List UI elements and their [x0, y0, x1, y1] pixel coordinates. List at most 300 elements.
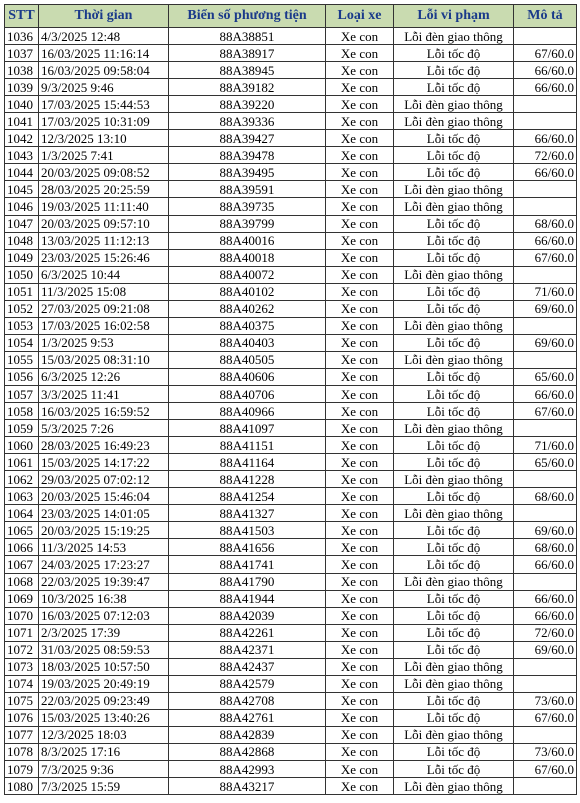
cell-time: 1/3/2025 9:53 — [39, 334, 169, 351]
header-time: Thời gian — [39, 5, 169, 28]
cell-time: 15/03/2025 14:17:22 — [39, 454, 169, 471]
cell-plate: 88A41097 — [169, 420, 326, 437]
table-row — [5, 45, 577, 62]
cell-time: 22/03/2025 09:23:49 — [39, 692, 169, 709]
table-body — [5, 28, 577, 795]
cell-plate: 88A42868 — [169, 743, 326, 760]
cell-time: 11/3/2025 15:08 — [39, 283, 169, 300]
cell-description: 65/60.0 — [514, 368, 577, 385]
table-row — [5, 488, 577, 505]
cell-time: 16/03/2025 11:16:14 — [39, 45, 169, 62]
cell-violation: Lỗi tốc độ — [394, 334, 514, 351]
cell-vehicle-type: Xe con — [326, 624, 394, 641]
table-row — [5, 709, 577, 726]
cell-violation: Lỗi tốc độ — [394, 300, 514, 317]
cell-stt: 1042 — [5, 130, 39, 147]
table-row — [5, 300, 577, 317]
cell-description — [514, 726, 577, 743]
cell-violation: Lỗi đèn giao thông — [394, 28, 514, 45]
cell-time: 5/3/2025 7:26 — [39, 420, 169, 437]
cell-description: 72/60.0 — [514, 147, 577, 164]
cell-plate: 88A40262 — [169, 300, 326, 317]
cell-plate: 88A40966 — [169, 403, 326, 420]
cell-description — [514, 113, 577, 130]
cell-plate: 88A42761 — [169, 709, 326, 726]
cell-description: 66/60.0 — [514, 232, 577, 249]
cell-vehicle-type: Xe con — [326, 249, 394, 266]
cell-description: 66/60.0 — [514, 556, 577, 573]
cell-description — [514, 317, 577, 334]
cell-stt: 1054 — [5, 334, 39, 351]
cell-vehicle-type: Xe con — [326, 471, 394, 488]
cell-vehicle-type: Xe con — [326, 709, 394, 726]
cell-time: 22/03/2025 19:39:47 — [39, 573, 169, 590]
cell-stt: 1078 — [5, 743, 39, 760]
cell-plate: 88A38945 — [169, 62, 326, 79]
cell-stt: 1052 — [5, 300, 39, 317]
cell-vehicle-type: Xe con — [326, 317, 394, 334]
table-row — [5, 658, 577, 675]
cell-description: 66/60.0 — [514, 590, 577, 607]
table-row — [5, 266, 577, 283]
cell-vehicle-type: Xe con — [326, 573, 394, 590]
table-row — [5, 522, 577, 539]
cell-stt: 1050 — [5, 266, 39, 283]
cell-plate: 88A40706 — [169, 385, 326, 402]
cell-violation: Lỗi tốc độ — [394, 130, 514, 147]
cell-stt: 1058 — [5, 403, 39, 420]
cell-stt: 1036 — [5, 28, 39, 45]
cell-vehicle-type: Xe con — [326, 743, 394, 760]
cell-description: 66/60.0 — [514, 164, 577, 181]
cell-violation: Lỗi tốc độ — [394, 249, 514, 266]
table-row — [5, 215, 577, 232]
cell-violation: Lỗi tốc độ — [394, 522, 514, 539]
table-row — [5, 283, 577, 300]
table-header-row — [5, 5, 577, 28]
cell-description: 73/60.0 — [514, 743, 577, 760]
table-row — [5, 778, 577, 795]
cell-description: 69/60.0 — [514, 334, 577, 351]
cell-plate: 88A38917 — [169, 45, 326, 62]
cell-violation: Lỗi đèn giao thông — [394, 317, 514, 334]
cell-description — [514, 28, 577, 45]
cell-vehicle-type: Xe con — [326, 505, 394, 522]
cell-plate: 88A39478 — [169, 147, 326, 164]
cell-violation: Lỗi tốc độ — [394, 641, 514, 658]
cell-vehicle-type: Xe con — [326, 403, 394, 420]
cell-time: 6/3/2025 10:44 — [39, 266, 169, 283]
table-row — [5, 147, 577, 164]
cell-stt: 1057 — [5, 385, 39, 402]
cell-vehicle-type: Xe con — [326, 539, 394, 556]
table-row — [5, 113, 577, 130]
table-row — [5, 556, 577, 573]
cell-plate: 88A41790 — [169, 573, 326, 590]
table-row — [5, 232, 577, 249]
cell-description — [514, 96, 577, 113]
cell-violation: Lỗi tốc độ — [394, 437, 514, 454]
cell-violation: Lỗi đèn giao thông — [394, 573, 514, 590]
cell-plate: 88A41327 — [169, 505, 326, 522]
cell-time: 20/03/2025 15:19:25 — [39, 522, 169, 539]
cell-plate: 88A42261 — [169, 624, 326, 641]
cell-violation: Lỗi đèn giao thông — [394, 658, 514, 675]
table-row — [5, 675, 577, 692]
cell-stt: 1080 — [5, 778, 39, 795]
violation-table — [4, 4, 577, 795]
cell-violation: Lỗi tốc độ — [394, 283, 514, 300]
cell-violation: Lỗi tốc độ — [394, 232, 514, 249]
header-plate: Biển số phương tiện — [169, 5, 326, 28]
cell-time: 17/03/2025 16:02:58 — [39, 317, 169, 334]
cell-vehicle-type: Xe con — [326, 181, 394, 198]
cell-time: 7/3/2025 9:36 — [39, 761, 169, 778]
cell-plate: 88A40102 — [169, 283, 326, 300]
cell-time: 10/3/2025 16:38 — [39, 590, 169, 607]
cell-vehicle-type: Xe con — [326, 45, 394, 62]
cell-stt: 1064 — [5, 505, 39, 522]
cell-description: 67/60.0 — [514, 249, 577, 266]
cell-vehicle-type: Xe con — [326, 658, 394, 675]
table-row — [5, 761, 577, 778]
cell-time: 8/3/2025 17:16 — [39, 743, 169, 760]
cell-vehicle-type: Xe con — [326, 488, 394, 505]
cell-plate: 88A41503 — [169, 522, 326, 539]
cell-violation: Lỗi tốc độ — [394, 607, 514, 624]
violation-table-container — [4, 4, 576, 795]
cell-stt: 1061 — [5, 454, 39, 471]
table-row — [5, 403, 577, 420]
cell-time: 19/03/2025 20:49:19 — [39, 675, 169, 692]
cell-stt: 1041 — [5, 113, 39, 130]
cell-violation: Lỗi đèn giao thông — [394, 420, 514, 437]
cell-vehicle-type: Xe con — [326, 641, 394, 658]
table-row — [5, 62, 577, 79]
cell-time: 24/03/2025 17:23:27 — [39, 556, 169, 573]
cell-time: 16/03/2025 16:59:52 — [39, 403, 169, 420]
cell-stt: 1040 — [5, 96, 39, 113]
cell-description: 69/60.0 — [514, 300, 577, 317]
cell-stt: 1049 — [5, 249, 39, 266]
table-row — [5, 454, 577, 471]
cell-vehicle-type: Xe con — [326, 215, 394, 232]
table-row — [5, 351, 577, 368]
cell-time: 23/03/2025 15:26:46 — [39, 249, 169, 266]
cell-vehicle-type: Xe con — [326, 368, 394, 385]
cell-plate: 88A42993 — [169, 761, 326, 778]
cell-violation: Lỗi tốc độ — [394, 454, 514, 471]
cell-time: 16/03/2025 07:12:03 — [39, 607, 169, 624]
cell-plate: 88A42371 — [169, 641, 326, 658]
cell-stt: 1067 — [5, 556, 39, 573]
cell-plate: 88A38851 — [169, 28, 326, 45]
cell-vehicle-type: Xe con — [326, 761, 394, 778]
cell-description: 67/60.0 — [514, 761, 577, 778]
cell-violation: Lỗi tốc độ — [394, 488, 514, 505]
cell-time: 17/03/2025 10:31:09 — [39, 113, 169, 130]
cell-vehicle-type: Xe con — [326, 778, 394, 795]
cell-description: 66/60.0 — [514, 385, 577, 402]
cell-violation: Lỗi tốc độ — [394, 164, 514, 181]
cell-plate: 88A42039 — [169, 607, 326, 624]
cell-description — [514, 351, 577, 368]
cell-violation: Lỗi đèn giao thông — [394, 351, 514, 368]
cell-violation: Lỗi tốc độ — [394, 556, 514, 573]
cell-vehicle-type: Xe con — [326, 726, 394, 743]
cell-description — [514, 658, 577, 675]
cell-stt: 1060 — [5, 437, 39, 454]
header-violation: Lỗi vi phạm — [394, 5, 514, 28]
cell-time: 29/03/2025 07:02:12 — [39, 471, 169, 488]
cell-plate: 88A41944 — [169, 590, 326, 607]
cell-stt: 1070 — [5, 607, 39, 624]
cell-vehicle-type: Xe con — [326, 198, 394, 215]
cell-plate: 88A39799 — [169, 215, 326, 232]
cell-description: 72/60.0 — [514, 624, 577, 641]
table-row — [5, 96, 577, 113]
cell-vehicle-type: Xe con — [326, 334, 394, 351]
cell-description: 71/60.0 — [514, 283, 577, 300]
cell-stt: 1039 — [5, 79, 39, 96]
table-row — [5, 505, 577, 522]
cell-vehicle-type: Xe con — [326, 283, 394, 300]
cell-plate: 88A39735 — [169, 198, 326, 215]
cell-plate: 88A40505 — [169, 351, 326, 368]
cell-time: 13/03/2025 11:12:13 — [39, 232, 169, 249]
cell-stt: 1065 — [5, 522, 39, 539]
cell-vehicle-type: Xe con — [326, 675, 394, 692]
cell-time: 20/03/2025 09:57:10 — [39, 215, 169, 232]
cell-plate: 88A39220 — [169, 96, 326, 113]
cell-vehicle-type: Xe con — [326, 351, 394, 368]
cell-vehicle-type: Xe con — [326, 692, 394, 709]
cell-plate: 88A39182 — [169, 79, 326, 96]
cell-stt: 1051 — [5, 283, 39, 300]
table-row — [5, 164, 577, 181]
cell-stt: 1038 — [5, 62, 39, 79]
table-row — [5, 249, 577, 266]
cell-time: 2/3/2025 17:39 — [39, 624, 169, 641]
cell-vehicle-type: Xe con — [326, 28, 394, 45]
cell-violation: Lỗi tốc độ — [394, 709, 514, 726]
table-row — [5, 743, 577, 760]
cell-violation: Lỗi tốc độ — [394, 79, 514, 96]
cell-stt: 1037 — [5, 45, 39, 62]
cell-plate: 88A39427 — [169, 130, 326, 147]
cell-description: 67/60.0 — [514, 709, 577, 726]
cell-plate: 88A40016 — [169, 232, 326, 249]
table-row — [5, 334, 577, 351]
cell-plate: 88A39591 — [169, 181, 326, 198]
header-description: Mô tả — [514, 5, 577, 28]
cell-description — [514, 471, 577, 488]
cell-time: 23/03/2025 14:01:05 — [39, 505, 169, 522]
cell-vehicle-type: Xe con — [326, 79, 394, 96]
cell-description — [514, 420, 577, 437]
cell-time: 28/03/2025 16:49:23 — [39, 437, 169, 454]
cell-description: 66/60.0 — [514, 62, 577, 79]
table-row — [5, 28, 577, 45]
table-row — [5, 692, 577, 709]
cell-time: 27/03/2025 09:21:08 — [39, 300, 169, 317]
cell-time: 12/3/2025 13:10 — [39, 130, 169, 147]
cell-plate: 88A41741 — [169, 556, 326, 573]
cell-vehicle-type: Xe con — [326, 454, 394, 471]
table-row — [5, 181, 577, 198]
table-row — [5, 198, 577, 215]
cell-plate: 88A40375 — [169, 317, 326, 334]
cell-plate: 88A42839 — [169, 726, 326, 743]
cell-vehicle-type: Xe con — [326, 113, 394, 130]
cell-stt: 1079 — [5, 761, 39, 778]
cell-description — [514, 505, 577, 522]
cell-stt: 1066 — [5, 539, 39, 556]
cell-plate: 88A41151 — [169, 437, 326, 454]
cell-description — [514, 573, 577, 590]
cell-description: 71/60.0 — [514, 437, 577, 454]
cell-violation: Lỗi tốc độ — [394, 624, 514, 641]
table-row — [5, 437, 577, 454]
cell-plate: 88A40606 — [169, 368, 326, 385]
cell-plate: 88A41228 — [169, 471, 326, 488]
cell-plate: 88A42708 — [169, 692, 326, 709]
cell-time: 12/3/2025 18:03 — [39, 726, 169, 743]
table-row — [5, 726, 577, 743]
cell-plate: 88A41164 — [169, 454, 326, 471]
cell-vehicle-type: Xe con — [326, 130, 394, 147]
cell-vehicle-type: Xe con — [326, 164, 394, 181]
cell-stt: 1044 — [5, 164, 39, 181]
table-row — [5, 641, 577, 658]
cell-violation: Lỗi tốc độ — [394, 403, 514, 420]
table-row — [5, 79, 577, 96]
cell-description: 66/60.0 — [514, 79, 577, 96]
cell-time: 28/03/2025 20:25:59 — [39, 181, 169, 198]
cell-violation: Lỗi đèn giao thông — [394, 96, 514, 113]
table-row — [5, 317, 577, 334]
cell-description: 69/60.0 — [514, 522, 577, 539]
cell-time: 18/03/2025 10:57:50 — [39, 658, 169, 675]
table-row — [5, 624, 577, 641]
cell-vehicle-type: Xe con — [326, 420, 394, 437]
table-row — [5, 539, 577, 556]
cell-plate: 88A40018 — [169, 249, 326, 266]
cell-plate: 88A42579 — [169, 675, 326, 692]
cell-stt: 1046 — [5, 198, 39, 215]
cell-time: 15/03/2025 13:40:26 — [39, 709, 169, 726]
cell-description — [514, 266, 577, 283]
cell-violation: Lỗi tốc độ — [394, 761, 514, 778]
cell-description: 67/60.0 — [514, 403, 577, 420]
cell-time: 31/03/2025 08:59:53 — [39, 641, 169, 658]
cell-violation: Lỗi tốc độ — [394, 743, 514, 760]
cell-violation: Lỗi đèn giao thông — [394, 505, 514, 522]
cell-plate: 88A40403 — [169, 334, 326, 351]
cell-description: 66/60.0 — [514, 607, 577, 624]
cell-stt: 1071 — [5, 624, 39, 641]
cell-stt: 1048 — [5, 232, 39, 249]
header-stt: STT — [5, 5, 39, 28]
cell-plate: 88A39336 — [169, 113, 326, 130]
cell-time: 19/03/2025 11:11:40 — [39, 198, 169, 215]
header-vehicle-type: Loại xe — [326, 5, 394, 28]
cell-violation: Lỗi đèn giao thông — [394, 198, 514, 215]
cell-description: 68/60.0 — [514, 539, 577, 556]
table-row — [5, 385, 577, 402]
cell-stt: 1055 — [5, 351, 39, 368]
cell-time: 17/03/2025 15:44:53 — [39, 96, 169, 113]
cell-violation: Lỗi đèn giao thông — [394, 675, 514, 692]
cell-vehicle-type: Xe con — [326, 147, 394, 164]
cell-violation: Lỗi tốc độ — [394, 215, 514, 232]
table-row — [5, 573, 577, 590]
cell-description: 66/60.0 — [514, 130, 577, 147]
cell-vehicle-type: Xe con — [326, 232, 394, 249]
cell-violation: Lỗi đèn giao thông — [394, 778, 514, 795]
cell-plate: 88A40072 — [169, 266, 326, 283]
cell-stt: 1063 — [5, 488, 39, 505]
cell-stt: 1069 — [5, 590, 39, 607]
cell-stt: 1073 — [5, 658, 39, 675]
cell-vehicle-type: Xe con — [326, 437, 394, 454]
table-row — [5, 590, 577, 607]
cell-plate: 88A43217 — [169, 778, 326, 795]
cell-description — [514, 778, 577, 795]
cell-violation: Lỗi tốc độ — [394, 62, 514, 79]
cell-violation: Lỗi tốc độ — [394, 539, 514, 556]
cell-stt: 1076 — [5, 709, 39, 726]
cell-stt: 1047 — [5, 215, 39, 232]
cell-stt: 1045 — [5, 181, 39, 198]
cell-time: 16/03/2025 09:58:04 — [39, 62, 169, 79]
cell-violation: Lỗi tốc độ — [394, 368, 514, 385]
cell-description — [514, 181, 577, 198]
cell-description: 73/60.0 — [514, 692, 577, 709]
cell-stt: 1068 — [5, 573, 39, 590]
cell-stt: 1072 — [5, 641, 39, 658]
cell-time: 11/3/2025 14:53 — [39, 539, 169, 556]
cell-plate: 88A41254 — [169, 488, 326, 505]
cell-description — [514, 198, 577, 215]
cell-violation: Lỗi tốc độ — [394, 692, 514, 709]
cell-vehicle-type: Xe con — [326, 300, 394, 317]
cell-time: 15/03/2025 08:31:10 — [39, 351, 169, 368]
cell-time: 1/3/2025 7:41 — [39, 147, 169, 164]
cell-plate: 88A41656 — [169, 539, 326, 556]
cell-violation: Lỗi đèn giao thông — [394, 113, 514, 130]
cell-violation: Lỗi đèn giao thông — [394, 266, 514, 283]
table-row — [5, 368, 577, 385]
cell-stt: 1053 — [5, 317, 39, 334]
cell-stt: 1077 — [5, 726, 39, 743]
cell-description: 69/60.0 — [514, 641, 577, 658]
cell-vehicle-type: Xe con — [326, 266, 394, 283]
cell-description: 68/60.0 — [514, 488, 577, 505]
table-row — [5, 130, 577, 147]
cell-violation: Lỗi tốc độ — [394, 385, 514, 402]
cell-plate: 88A39495 — [169, 164, 326, 181]
cell-violation: Lỗi tốc độ — [394, 147, 514, 164]
cell-stt: 1074 — [5, 675, 39, 692]
cell-time: 20/03/2025 15:46:04 — [39, 488, 169, 505]
cell-violation: Lỗi đèn giao thông — [394, 726, 514, 743]
cell-vehicle-type: Xe con — [326, 522, 394, 539]
cell-stt: 1059 — [5, 420, 39, 437]
cell-time: 3/3/2025 11:41 — [39, 385, 169, 402]
cell-vehicle-type: Xe con — [326, 62, 394, 79]
cell-violation: Lỗi đèn giao thông — [394, 471, 514, 488]
